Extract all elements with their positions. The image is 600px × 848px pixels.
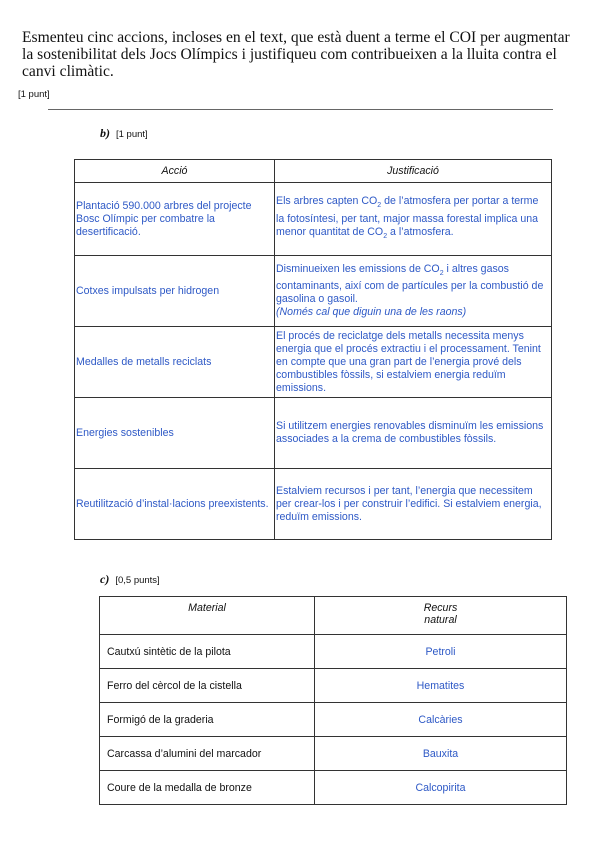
action-cell: Energies sostenibles [75, 398, 275, 469]
table-row [75, 256, 552, 327]
table-row [75, 398, 552, 469]
material-cell: Carcassa d’alumini del marcador [100, 737, 315, 771]
table-row [100, 737, 567, 771]
resource-cell: Hematites [315, 669, 567, 703]
resource-cell: Calcopirita [315, 771, 567, 805]
action-cell: Medalles de metalls reciclats [75, 327, 275, 398]
table-row [100, 771, 567, 805]
section-c-points: [0,5 punts] [115, 575, 160, 586]
justification-cell: Si utilitzem energies renovables disminuïm les emissions associades a la crema de combustibles fòssils. [275, 398, 552, 469]
section-c-letter: c) [100, 572, 110, 586]
header-action: Acció [75, 160, 275, 183]
header-resource: Recurs natural [315, 597, 567, 635]
table-row [75, 469, 552, 540]
section-b-label [100, 126, 148, 141]
section-b-points: [1 punt] [116, 129, 148, 140]
header-material: Material [100, 597, 315, 635]
question-points: [1 punt] [18, 89, 50, 100]
material-cell: Cautxú sintètic de la pilota [100, 635, 315, 669]
justification-cell: Disminueixen les emissions de $CO_2$ i altres gasos contaminants, així com de partícules per la combustió de gasolina o gasoil. (Només cal que diguin una de les raons) [275, 256, 552, 327]
actions-table-header [75, 160, 552, 183]
action-cell: Reutilització d’instal·lacions preexistents. [75, 469, 275, 540]
section-c-label [100, 572, 160, 587]
justification-cell: El procés de reciclatge dels metalls necessita menys energia que el procés extractiu i el processament. Tenint en compte que una gran part de l’energia prové dels combustibles fòssils, si estalviem energia reduïm emissions. [275, 327, 552, 398]
header-justification: Justificació [275, 160, 552, 183]
material-cell: Formigó de la graderia [100, 703, 315, 737]
table-row [100, 669, 567, 703]
justification-cell: Els arbres capten $CO_2$ de l’atmosfera per portar a terme la fotosíntesi, per tant, major massa forestal implica una menor quantitat de $CO_2$ a l’atmosfera. [275, 183, 552, 256]
table-row [75, 183, 552, 256]
justification-cell: Estalviem recursos i per tant, l’energia que necessitem per crear-los i per construir l’edifici. Si estalviem energia, reduïm emissions. [275, 469, 552, 540]
resource-cell: Petroli [315, 635, 567, 669]
material-cell: Coure de la medalla de bronze [100, 771, 315, 805]
resources-table-header [100, 597, 567, 635]
actions-table [74, 159, 552, 540]
table-row [100, 635, 567, 669]
question-text: Esmenteu cinc accions, incloses en el text, que està duent a terme el COI per augmentar la sostenibilitat dels Jocs Olímpics i justifiqueu com contribueixen a la lluita contra el canvi climàtic. [22, 29, 570, 80]
resource-cell: Bauxita [315, 737, 567, 771]
resources-table [99, 596, 567, 805]
table-row [75, 327, 552, 398]
table-row [100, 703, 567, 737]
action-cell: Plantació 590.000 arbres del projecte Bosc Olímpic per combatre la desertificació. [75, 183, 275, 256]
resource-cell: Calcàries [315, 703, 567, 737]
material-cell: Ferro del cèrcol de la cistella [100, 669, 315, 703]
justification-note: (Només cal que diguin una de les raons) [276, 306, 467, 319]
section-b-letter: b) [100, 126, 110, 140]
divider [48, 109, 553, 110]
action-cell: Cotxes impulsats per hidrogen [75, 256, 275, 327]
